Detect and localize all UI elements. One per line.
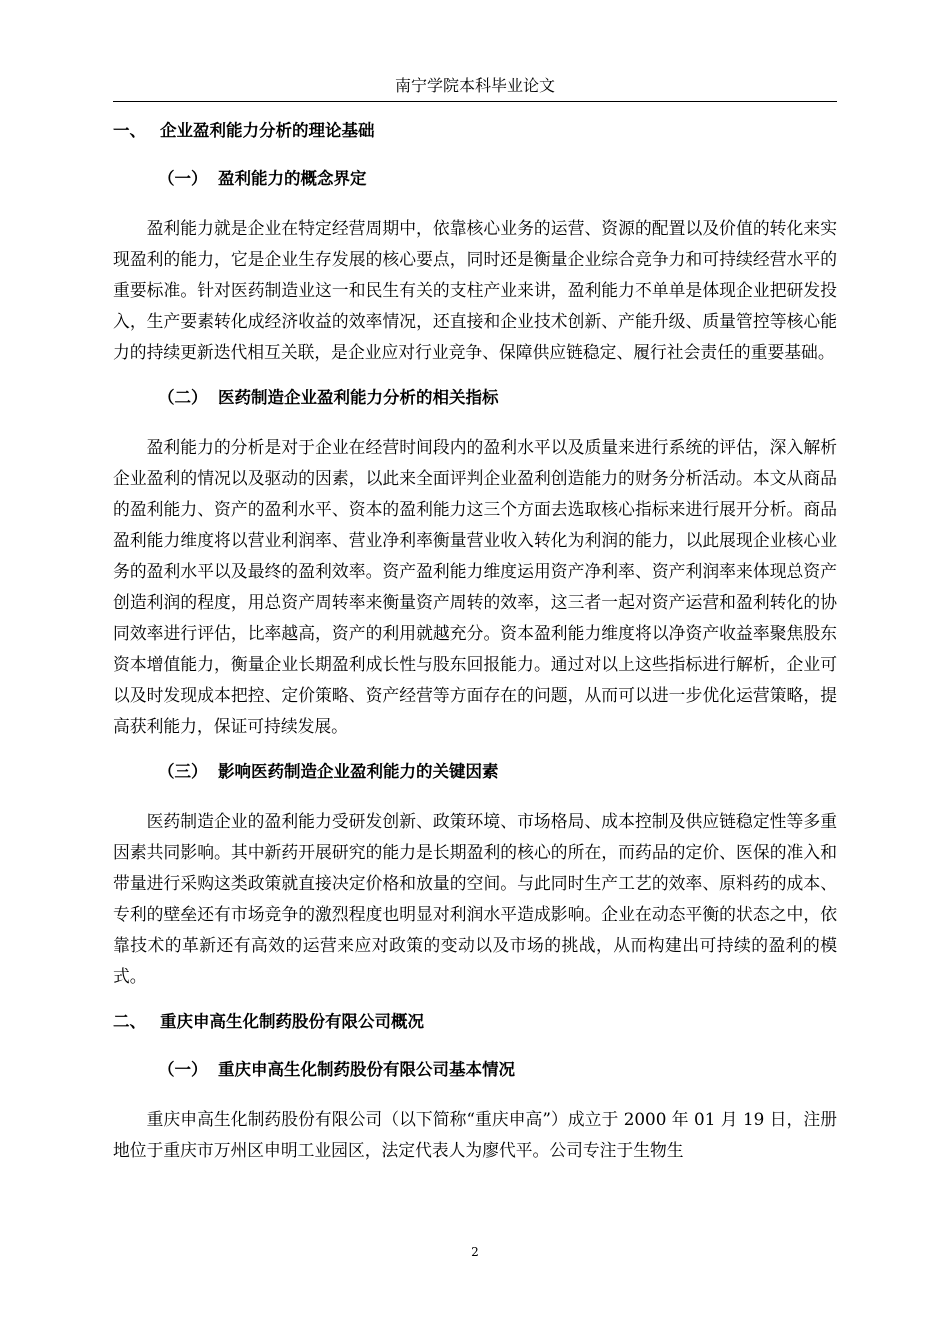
section-number: 二、 xyxy=(113,1012,146,1031)
body-paragraph: 医药制造企业的盈利能力受研发创新、政策环境、市场格局、成本控制及供应链稳定性等多重因素共同影响。其中新药开展研究的能力是长期盈利的核心的所在，而药品的定价、医保的准入和带量进行采购这类政策就直接决定价格和放量的空间。与此同时生产工艺的效率、原料药的成本、专利的壁垒还有市场竞争的激烈程度也明显对利润水平造成影响。企业在动态平衡的状态之中，依靠技术的革新还有高效的运营来应对政策的变动以及市场的挑战，从而构建出可持续的盈利的模式。 xyxy=(113,811,837,986)
subsection-title: 医药制造企业盈利能力分析的相关指标 xyxy=(218,388,499,407)
page-number: 2 xyxy=(471,1245,479,1259)
section-heading xyxy=(113,1008,837,1036)
subsection-title: 影响医药制造企业盈利能力的关键因素 xyxy=(218,762,499,781)
page-body xyxy=(113,117,837,1182)
subsection-number: （二） xyxy=(158,388,208,407)
section-title: 企业盈利能力分析的理论基础 xyxy=(160,121,375,140)
subsection-title: 重庆申高生化制药股份有限公司基本情况 xyxy=(218,1060,515,1079)
subsection-heading xyxy=(113,1056,837,1084)
body-paragraph: 盈利能力的分析是对于企业在经营时间段内的盈利水平以及质量来进行系统的评估，深入解析企业盈利的情况以及驱动的因素，以此来全面评判企业盈利创造能力的财务分析活动。本文从商品的盈利能力、资产的盈利水平、资本的盈利能力这三个方面去选取核心指标来进行展开分析。商品盈利能力维度将以营业利润率、营业净利率衡量营业收入转化为利润的能力，以此展现企业核心业务的盈利水平以及最终的盈利效率。资产盈利能力维度运用资产净利率、资产利润率来体现总资产创造利润的程度，用总资产周转率来衡量资产周转的效率，这三者一起对资产运营和盈利转化的协同效率进行评估，比率越高，资产的利用就越充分。资本盈利能力维度将以净资产收益率聚焦股东资本增值能力，衡量企业长期盈利成长性与股东回报能力。通过对以上这些指标进行解析，企业可以及时发现成本把控、定价策略、资产经营等方面存在的问题，从而可以进一步优化运营策略，提高获利能力，保证可持续发展。 xyxy=(113,437,837,736)
subsection-number: （一） xyxy=(158,169,208,188)
running-header: 南宁学院本科毕业论文 xyxy=(394,76,555,95)
subsection-number: （一） xyxy=(158,1060,208,1079)
header-rule xyxy=(113,101,837,102)
section-heading xyxy=(113,117,837,145)
subsection-number: （三） xyxy=(158,762,208,781)
section-number: 一、 xyxy=(113,121,146,140)
subsection-title: 盈利能力的概念界定 xyxy=(218,169,367,188)
subsection-heading xyxy=(113,165,837,193)
body-paragraph: 重庆申高生化制药股份有限公司（以下简称“重庆申高”）成立于 2000 年 01 月 19 日，注册地位于重庆市万州区申明工业园区，法定代表人为廖代平。公司专注于生物生 xyxy=(113,1109,837,1160)
subsection-heading xyxy=(113,758,837,786)
section-title: 重庆申高生化制药股份有限公司概况 xyxy=(160,1012,424,1031)
subsection-heading xyxy=(113,384,837,412)
body-paragraph: 盈利能力就是企业在特定经营周期中，依靠核心业务的运营、资源的配置以及价值的转化来实现盈利的能力，它是企业生存发展的核心要点，同时还是衡量企业综合竞争力和可持续经营水平的重要标准。针对医药制造业这一和民生有关的支柱产业来讲，盈利能力不单单是体现企业把研发投入，生产要素转化成经济收益的效率情况，还直接和企业技术创新、产能升级、质量管控等核心能力的持续更新迭代相互关联，是企业应对行业竞争、保障供应链稳定、履行社会责任的重要基础。 xyxy=(113,218,837,362)
